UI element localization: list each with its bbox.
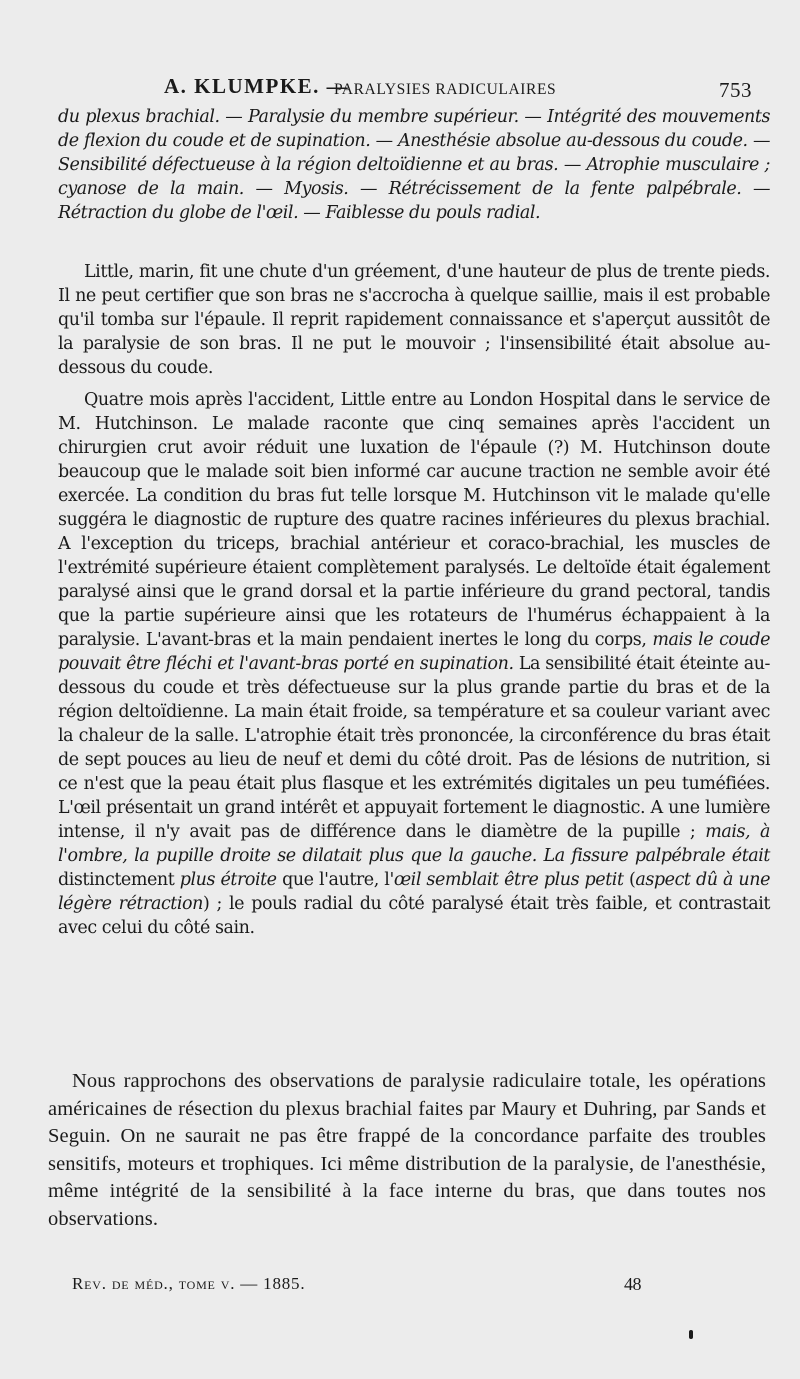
closing-paragraph: Nous rapprochons des observations de paralysie radiculaire totale, les opérations américaines de résection du plexus brachial faites par Maury et Duhring, par Sands et Seguin. On ne saurait ne pas être frappé de la concordance parfaite des troubles sensitifs, moteurs et trophiques. Ici même distribution de la paralysie, de l'anesthésie, même intégrité de la sensibilité à la face interne du bras, que dans toutes nos observations. — [48, 1070, 766, 1230]
case-text: que l'autre, l' — [282, 870, 394, 890]
case-emphasis: mais, à l'ombre, la pupille droite se dilatait plus que la gauche. La fissure palpébrale était — [58, 822, 770, 866]
case-emphasis: mais le coude pouvait être fléchi et l'avant-bras porté en supination. — [58, 630, 770, 674]
case-emphasis: œil semblait être plus petit — [393, 870, 624, 890]
header-title: PARALYSIES RADICULAIRES — [334, 81, 557, 98]
page-footer — [72, 1272, 672, 1300]
case-text: Quatre mois après l'accident, Little entre au London Hospital dans le service de M. Hutchinson. Le malade raconte que cinq semaines après l'accident un chirurgien crut avoir réduit une luxation de l'épaule (?) M. Hutchinson doute beaucoup que le malade soit bien informé car aucune traction ne semble avoir été exercée. La condition du bras fut telle lorsque M. Hutchinson vit le malade qu'elle suggéra le diagnostic de rupture des quatre racines inférieures du plexus brachial. A l'exception du triceps, brachial antérieur et coraco-brachial, les muscles de l'extrémité supérieure étaient complètement paralysés. Le deltoïde était également paralysé ainsi que le grand dorsal et la partie inférieure du grand pectoral, tandis que la partie supérieure ainsi que les rotateurs de l'humérus échappaient à la paralysie. L'avant-bras et la main pendaient inertes le long du corps, — [58, 390, 770, 650]
case-report — [58, 260, 770, 940]
header-author: A. KLUMPKE. — — [164, 74, 350, 98]
case-text: La sensibilité était éteinte au-dessous du coude et très défectueuse sur la plus grande partie du bras et de la région deltoïdienne. La main était froide, sa température et sa couleur variant avec la chaleur de la salle. L'atrophie était très prononcée, la circonférence du bras était de sept pouces au lieu de neuf et demi du côté droit. Pas de lésions de nutrition, si ce n'est que la peau était plus flasque et les extrémités digitales un peu tuméfiées. L'œil présentait un grand intérêt et appuyait fortement le diagnostic. A une lumière intense, il n'y avait pas de différence dans le diamètre de la pupille ; — [58, 654, 770, 842]
signature-mark: 48 — [624, 1274, 642, 1294]
case-paragraph-1: Little, marin, fit une chute d'un gréement, d'une hauteur de plus de trente pieds. Il ne peut certifier que son bras ne s'accrocha à quelque saillie, mais il est probable qu'il tomba sur l'épaule. Il reprit rapidement connaissance et s'aperçut aussitôt de la paralysie de son bras. Il ne put le mouvoir ; l'insensibilité était absolue au-dessous du coude. — [58, 262, 770, 378]
closing-remarks — [48, 1068, 766, 1233]
case-text: ) ; le pouls radial du côté paralysé était très faible, et contrastait avec celui du côté sain. — [58, 894, 770, 938]
case-emphasis: aspect dû à une légère rétraction — [58, 870, 770, 914]
case-paragraph-2 — [58, 388, 770, 940]
journal-citation: Rev. de méd., tome v. — 1885. — [72, 1274, 306, 1293]
summary-text: du plexus brachial. — Paralysie du membre supérieur. — Intégrité des mouvements de flexion du coude et de supination. — Anesthésie absolue au-dessous du coude. — Sensibilité défectueuse à la région deltoïdienne et au bras. — Atrophie musculaire ; cyanose de la main. — Myosis. — Rétrécissement de la fente palpébrale. — Rétraction du globe de l'œil. — Faiblesse du pouls radial. — [58, 107, 770, 223]
case-summary — [58, 105, 770, 225]
case-text: distinctement — [58, 870, 175, 890]
running-header — [164, 72, 760, 102]
ink-speck — [689, 1330, 693, 1339]
case-text: ( — [629, 870, 636, 890]
case-emphasis: plus étroite — [179, 870, 277, 890]
page-number: 753 — [719, 78, 752, 102]
